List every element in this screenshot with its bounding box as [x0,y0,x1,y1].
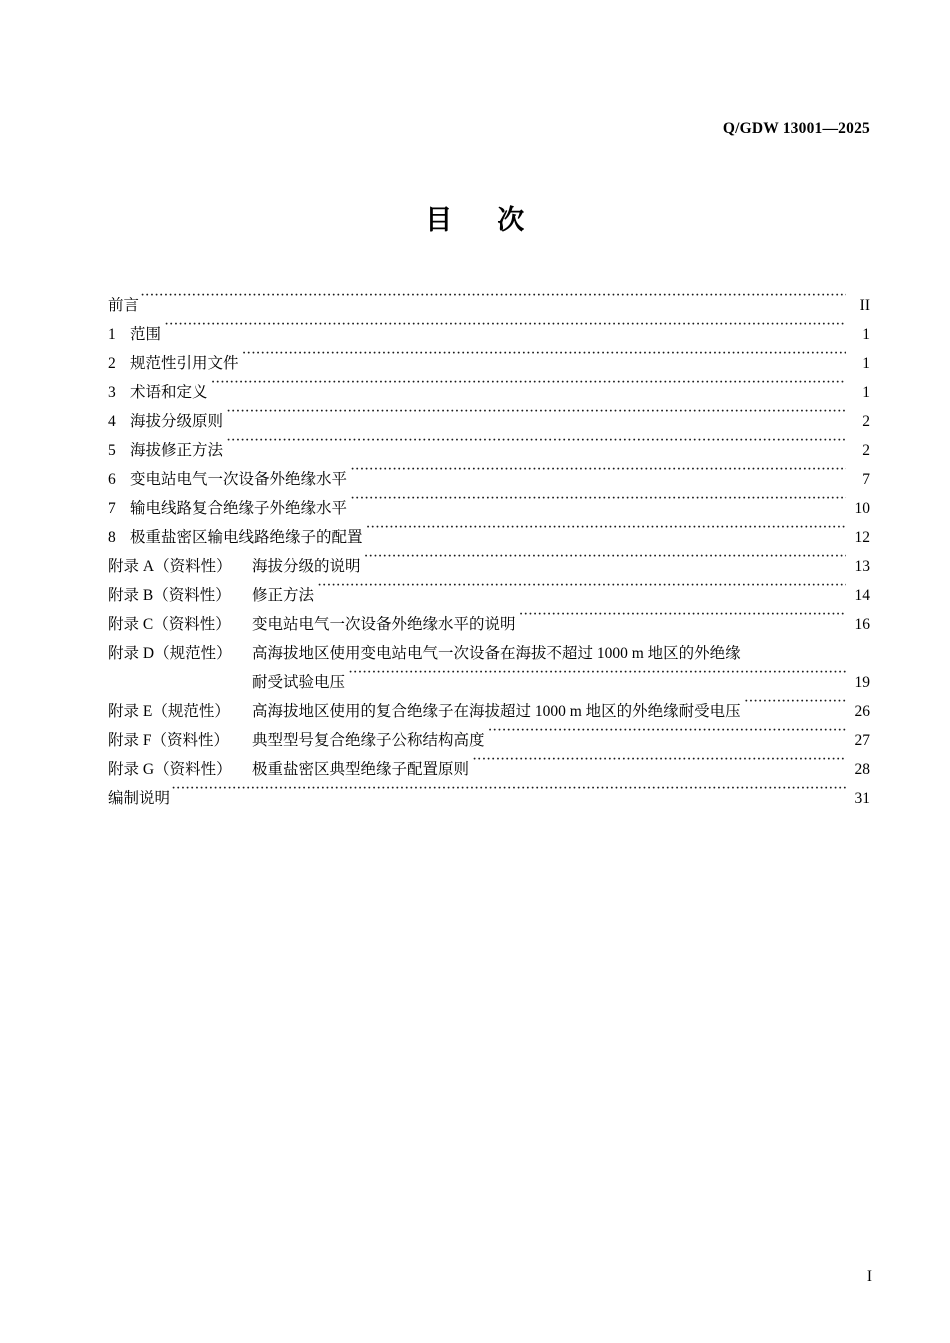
toc-entry-annex-label: 附录 F（资料性） [108,732,229,749]
page-title [0,198,950,237]
toc-entry-title: 输电线路复合绝缘子外绝缘水平 [130,500,348,517]
toc-entry-label: 编制说明 [108,790,171,807]
toc-entry-page-number: 1 [862,384,870,401]
toc-entry-annex-label: 附录 D（规范性） [108,645,232,662]
toc-dot-leader [488,716,846,745]
toc-entry-page-number: II [859,297,870,314]
toc-entry[interactable] [108,774,870,807]
toc-entry-annex-label: 附录 E（规范性） [108,703,230,720]
toc-dot-leader [171,774,846,803]
toc-dot-leader [364,542,846,571]
toc-entry-title: 高海拔地区使用的复合绝缘子在海拔超过 1000 m 地区的外绝缘耐受电压 [252,703,741,720]
toc-entry-title: 变电站电气一次设备外绝缘水平的说明 [252,616,516,633]
toc-entry-page-number: 1 [862,326,870,343]
toc-dot-leader [317,571,846,600]
toc-dot-leader [164,310,846,339]
toc-entry-title: 术语和定义 [130,384,208,401]
page-folio: I [866,1268,872,1285]
toc-entry-title: 海拔分级原则 [130,413,224,430]
toc-entry-title: 高海拔地区使用变电站电气一次设备在海拔不超过 1000 m 地区的外绝缘 [252,645,741,662]
running-header-standard-number: Q/GDW 13001—2025 [722,120,870,137]
toc-entry-page-number: 27 [854,732,870,749]
toc-entry-title: 耐受试验电压 [252,674,346,691]
toc-entry-page-number: 14 [854,587,870,604]
toc-dot-leader [211,368,846,397]
toc-entry-page-number: 10 [854,500,870,517]
toc-entry-page-number: 26 [854,703,870,720]
toc-entry-page-number: 2 [862,413,870,430]
toc-entry[interactable] [108,368,870,401]
toc-dot-leader [744,687,846,716]
toc-entry-number: 5 [108,442,116,459]
toc-dot-leader [348,658,846,687]
toc-entry-number: 7 [108,500,116,517]
toc-entry-title: 极重盐密区典型绝缘子配置原则 [252,761,470,778]
toc-dot-leader [140,281,846,310]
toc-dot-leader [519,600,846,629]
toc-entry-title: 极重盐密区输电线路绝缘子的配置 [130,529,363,546]
toc-entry[interactable] [108,310,870,343]
table-of-contents [108,281,870,807]
toc-entry-number: 3 [108,384,116,401]
toc-entry-page-number: 28 [854,761,870,778]
toc-dot-leader [472,745,846,774]
toc-dot-leader [226,397,846,426]
toc-entry-number: 1 [108,326,116,343]
toc-entry-title: 变电站电气一次设备外绝缘水平 [130,471,348,488]
toc-entry-number: 4 [108,413,116,430]
toc-dot-leader [366,513,846,542]
toc-entry-page-number: 2 [862,442,870,459]
toc-entry-annex-label: 附录 G（资料性） [108,761,232,778]
toc-entry-page-number: 12 [854,529,870,546]
toc-entry-annex-label: 附录 B（资料性） [108,587,231,604]
toc-entry[interactable] [108,281,870,314]
page-title-char-mu: 目 [425,205,453,235]
toc-entry[interactable] [108,687,870,720]
toc-dot-leader [226,426,846,455]
toc-entry-page-number: 7 [862,471,870,488]
toc-entry[interactable] [108,397,870,430]
toc-entry-number: 2 [108,355,116,372]
toc-entry-page-number: 16 [854,616,870,633]
toc-dot-leader [242,339,846,368]
toc-dot-leader [350,455,846,484]
toc-entry-number: 6 [108,471,116,488]
toc-entry-title: 修正方法 [252,587,315,604]
toc-entry-title: 海拔修正方法 [130,442,224,459]
toc-entry-annex-label: 附录 A（资料性） [108,558,232,575]
page-title-char-ci: 次 [497,205,525,235]
toc-entry-number: 8 [108,529,116,546]
toc-entry-page-number: 1 [862,355,870,372]
toc-entry-page-number: 19 [854,674,870,691]
toc-entry-title: 规范性引用文件 [130,355,239,372]
toc-entry-title: 范围 [130,326,162,343]
toc-entry-page-number: 31 [854,790,870,807]
toc-dot-leader [350,484,846,513]
toc-entry-annex-label: 附录 C（资料性） [108,616,231,633]
toc-entry-page-number: 13 [854,558,870,575]
toc-entry-title: 海拔分级的说明 [252,558,361,575]
toc-entry-label: 前言 [108,297,140,314]
toc-entry-title: 典型型号复合绝缘子公称结构高度 [252,732,485,749]
toc-entry[interactable] [108,339,870,372]
